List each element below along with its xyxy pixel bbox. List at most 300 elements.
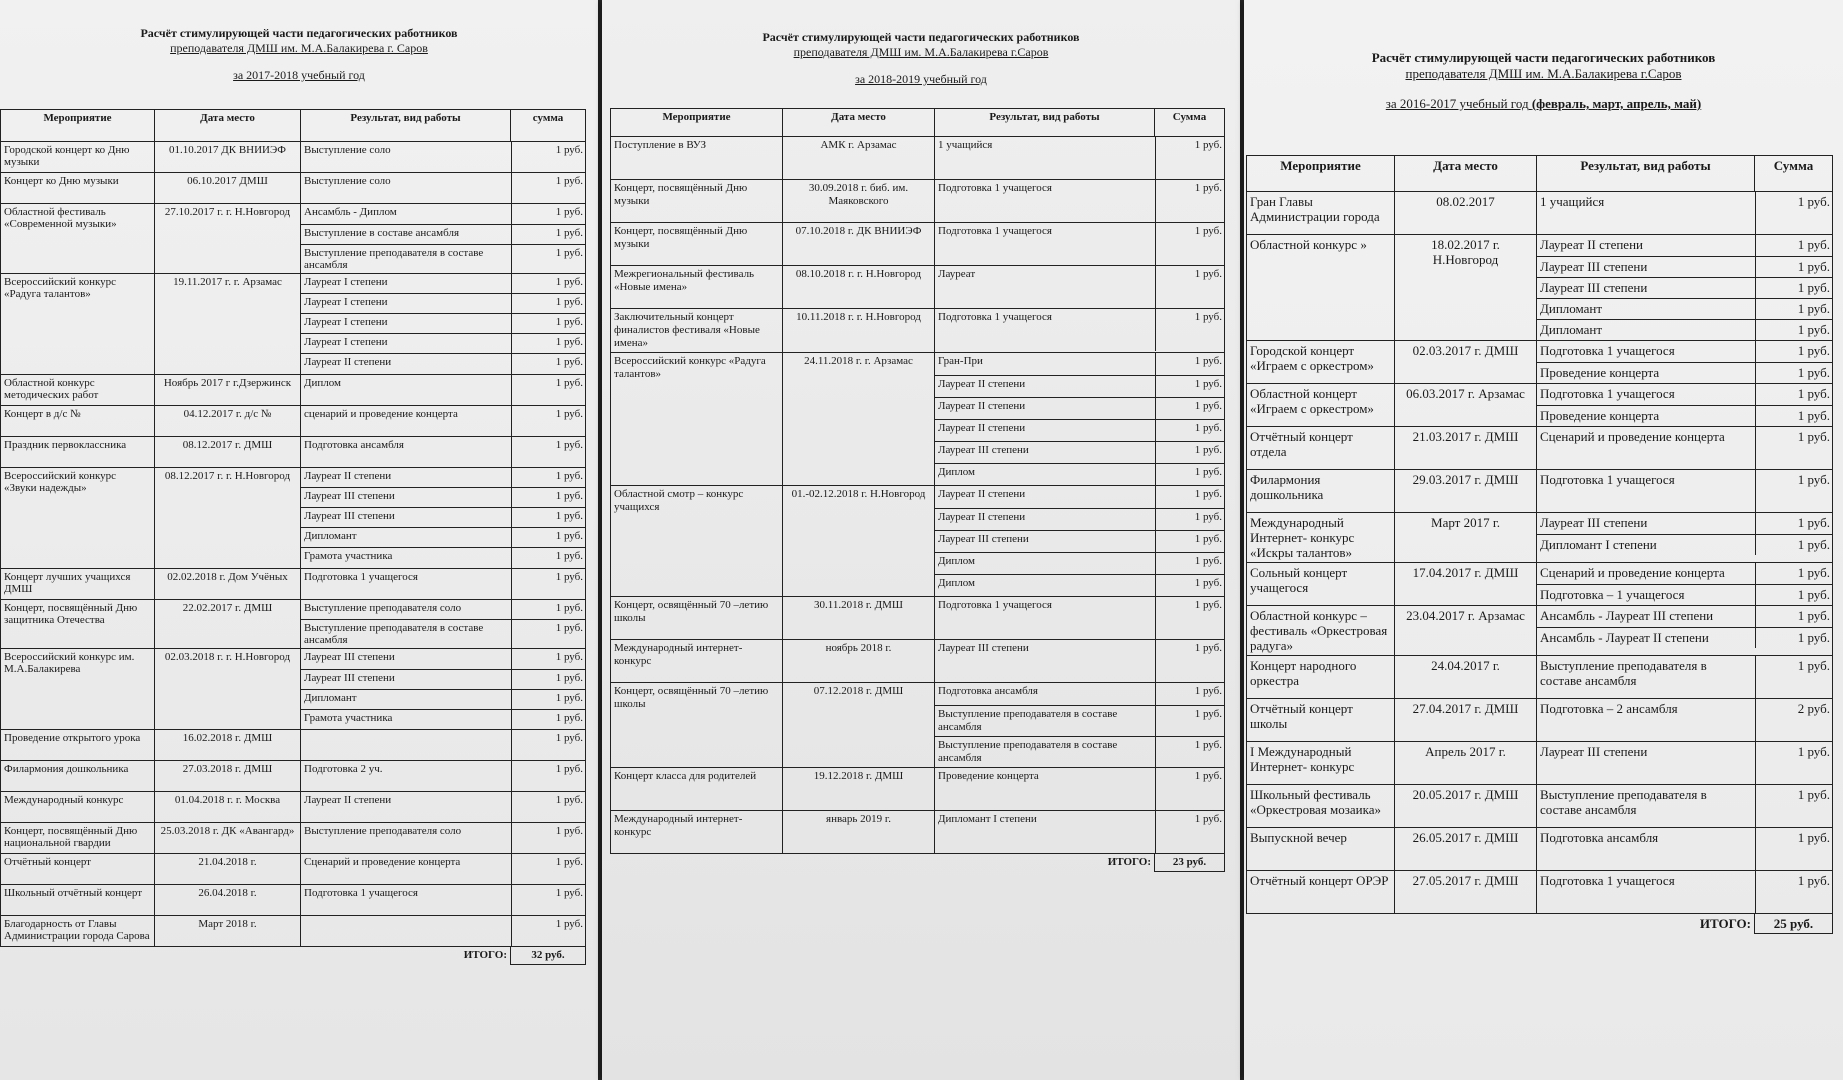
result-text: Выступление преподавателя в составе ансамбля xyxy=(1540,787,1707,817)
result-text: Подготовка ансамбля xyxy=(1540,830,1659,845)
page-title: Расчёт стимулирующей части педагогических работников xyxy=(1371,50,1716,65)
event-cell: Концерт класса для родителей xyxy=(611,767,783,810)
sum-value: 1 руб. xyxy=(1155,137,1225,179)
event-cell: Поступление в ВУЗ xyxy=(611,137,783,180)
result-text: Выступление преподавателя соло xyxy=(301,600,511,620)
result-text: Лауреат III степени xyxy=(301,508,511,528)
sum-value: 1 руб. xyxy=(511,173,586,203)
table-row xyxy=(1,273,586,374)
results-cell xyxy=(301,916,586,947)
column-header: Сумма xyxy=(1755,156,1833,192)
results-cell xyxy=(301,405,586,436)
sum-value: 1 руб. xyxy=(1755,563,1833,584)
results-cell xyxy=(301,599,586,649)
sum-value: 1 руб. xyxy=(1155,375,1225,397)
results-cell xyxy=(301,374,586,405)
sum-value: 1 руб. xyxy=(1755,341,1833,362)
sum-value: 1 руб. xyxy=(511,354,586,374)
document-page-2016-2017 xyxy=(1244,0,1843,1080)
date-cell: 16.02.2018 г. ДМШ xyxy=(155,730,301,761)
sum-value: 1 руб. xyxy=(1155,811,1225,853)
table-row xyxy=(1,142,586,173)
result-text: Подготовка – 2 ансамбля xyxy=(1540,701,1678,716)
result-text: Выступление преподавателя в составе ансамбля xyxy=(1540,658,1707,688)
event-cell: Концерт народного оркестра xyxy=(1247,656,1395,699)
result-text: Диплом xyxy=(935,552,1155,574)
result-text: Лауреат I степени xyxy=(301,314,511,334)
sum-value: 1 руб. xyxy=(1155,640,1225,682)
date-cell: 01.04.2018 г. г. Москва xyxy=(155,792,301,823)
result-text: Ансамбль - Диплом xyxy=(301,204,511,224)
results-cell xyxy=(301,761,586,792)
sum-value: 1 руб. xyxy=(1155,508,1225,530)
sum-value: 1 руб. xyxy=(1755,828,1833,870)
result-text: Подготовка 1 учащегося xyxy=(1537,341,1755,362)
results-cell xyxy=(1537,563,1833,606)
sum-value: 1 руб. xyxy=(1755,785,1833,827)
result-text: Подготовка 1 учащегося xyxy=(938,182,1052,194)
event-cell: Праздник первоклассника xyxy=(1,436,155,467)
table-row xyxy=(1247,742,1833,785)
column-header: Результат, вид работы xyxy=(301,110,511,142)
result-text: Лауреат III степени xyxy=(938,642,1029,654)
date-cell: 29.03.2017 г. ДМШ xyxy=(1395,470,1537,513)
page-subtitle: преподавателя ДМШ им. М.А.Балакирева г.Саров xyxy=(793,45,1049,59)
date-cell: 30.09.2018 г. биб. им. Маяковского xyxy=(783,180,935,223)
sum-value: 1 руб. xyxy=(511,730,586,760)
sum-value: 1 руб. xyxy=(511,709,586,729)
sum-value: 1 руб. xyxy=(1755,534,1833,555)
result-text: Дипломант I степени xyxy=(938,812,1037,825)
event-cell: Благодарность от Главы Администрации города Сарова xyxy=(1,916,155,947)
page-period: за 2018-2019 учебный год xyxy=(855,72,987,86)
table-row xyxy=(1247,427,1833,470)
table-row xyxy=(1247,384,1833,427)
sum-value: 1 руб. xyxy=(511,142,586,172)
event-cell: Сольный концерт учащегося xyxy=(1247,563,1395,606)
event-cell: Международный конкурс xyxy=(1,792,155,823)
results-cell xyxy=(935,223,1225,266)
sum-value: 1 руб. xyxy=(1155,574,1225,596)
date-cell: Март 2018 г. xyxy=(155,916,301,947)
table-row xyxy=(611,810,1225,853)
sum-value: 1 руб. xyxy=(511,437,586,467)
sum-value: 1 руб. xyxy=(1755,584,1833,605)
result-text: Подготовка 1 учащегося xyxy=(938,225,1052,237)
table-row xyxy=(1247,699,1833,742)
date-cell: 19.12.2018 г. ДМШ xyxy=(783,767,935,810)
sum-value: 1 руб. xyxy=(511,334,586,354)
sum-value: 1 руб. xyxy=(511,406,586,436)
results-cell xyxy=(935,767,1225,810)
column-header: сумма xyxy=(511,110,586,142)
date-cell: ноябрь 2018 г. xyxy=(783,640,935,683)
event-cell: Всероссийский конкурс им. М.А.Балакирева xyxy=(1,649,155,730)
page-header xyxy=(1244,0,1843,112)
results-cell xyxy=(935,810,1225,853)
event-cell: Областной конкурс » xyxy=(1247,235,1395,341)
sum-value: 1 руб. xyxy=(1755,277,1833,298)
table-row xyxy=(611,180,1225,223)
results-cell xyxy=(935,353,1225,486)
period-text: за 2016-2017 учебный год xyxy=(1385,96,1529,111)
result-text: Грамота участника xyxy=(304,711,393,724)
stimulus-table xyxy=(1246,155,1833,934)
result-text: Диплом xyxy=(304,376,342,389)
date-cell: 20.05.2017 г. ДМШ xyxy=(1395,785,1537,828)
event-cell: Городской концерт «Играем с оркестром» xyxy=(1247,341,1395,384)
sum-value: 1 руб. xyxy=(1155,223,1225,265)
result-text: Дипломант xyxy=(301,689,511,709)
table-row xyxy=(1,436,586,467)
date-cell: 08.12.2017 г. г. Н.Новгород xyxy=(155,467,301,568)
sum-value: 1 руб. xyxy=(1155,768,1225,810)
date-cell: 27.05.2017 г. ДМШ xyxy=(1395,871,1537,914)
result-text: Грамота участника xyxy=(304,550,393,562)
sum-value: 1 руб. xyxy=(1155,309,1225,351)
sum-value: 1 руб. xyxy=(511,569,586,599)
column-header: Сумма xyxy=(1155,109,1225,137)
table-row xyxy=(611,640,1225,683)
date-cell: 24.04.2017 г. xyxy=(1395,656,1537,699)
table-row xyxy=(1,730,586,761)
results-cell xyxy=(935,309,1225,353)
page-period xyxy=(1244,96,1843,112)
event-cell: Проведение открытого урока xyxy=(1,730,155,761)
sum-value: 1 руб. xyxy=(511,761,586,791)
results-cell xyxy=(301,142,586,173)
result-text: Подготовка 1 учащегося xyxy=(1540,873,1675,888)
date-cell: январь 2019 г. xyxy=(783,810,935,853)
result-text: Лауреат III степени xyxy=(1537,277,1755,298)
result-text: Дипломант xyxy=(1537,298,1755,319)
result-text: Проведение концерта xyxy=(938,769,1039,782)
table-row xyxy=(611,223,1225,266)
sum-value: 1 руб. xyxy=(1755,256,1833,277)
event-cell: Концерт, освящённый 70 –летию школы xyxy=(611,683,783,768)
result-text: Лауреат I степени xyxy=(301,334,511,354)
results-cell xyxy=(301,854,586,885)
event-cell: Отчётный концерт школы xyxy=(1247,699,1395,742)
sum-value: 1 руб. xyxy=(1755,298,1833,319)
result-text: Подготовка 1 учащегося xyxy=(1540,472,1675,487)
sum-value: 1 руб. xyxy=(511,854,586,884)
result-text: Сценарий и проведение концерта xyxy=(304,856,461,868)
column-header: Результат, вид работы xyxy=(935,109,1155,137)
sum-value: 1 руб. xyxy=(1155,736,1225,767)
table-row xyxy=(1247,656,1833,699)
table-row xyxy=(1247,871,1833,914)
event-cell: Отчётный концерт xyxy=(1,854,155,885)
date-cell: 08.02.2017 xyxy=(1395,192,1537,235)
table-row xyxy=(1,405,586,436)
event-cell: Областной конкурс методических работ xyxy=(1,374,155,405)
table-row xyxy=(1,885,586,916)
date-cell: 07.10.2018 г. ДК ВНИИЭФ xyxy=(783,223,935,266)
date-cell: 17.04.2017 г. ДМШ xyxy=(1395,563,1537,606)
event-cell: Всероссийский конкурс «Звуки надежды» xyxy=(1,467,155,568)
results-cell xyxy=(935,683,1225,768)
table-row xyxy=(1247,513,1833,563)
result-text: Проведение концерта xyxy=(1540,407,1660,423)
results-cell xyxy=(1537,470,1833,513)
date-cell: 23.04.2017 г. Арзамас xyxy=(1395,606,1537,656)
result-text: Лауреат II степени xyxy=(304,356,392,368)
event-cell: Школьный отчётный концерт xyxy=(1,885,155,916)
sum-value: 1 руб. xyxy=(1755,627,1833,648)
sum-value: 1 руб. xyxy=(1155,180,1225,222)
results-cell xyxy=(935,486,1225,597)
date-cell: 07.12.2018 г. ДМШ xyxy=(783,683,935,768)
result-text: Лауреат II степени xyxy=(935,486,1155,508)
sum-value: 1 руб. xyxy=(511,792,586,822)
sum-value: 1 руб. xyxy=(1155,419,1225,441)
results-cell xyxy=(1537,235,1833,341)
sum-value: 1 руб. xyxy=(511,823,586,853)
event-cell: Отчётный концерт ОРЭР xyxy=(1247,871,1395,914)
sum-value: 1 руб. xyxy=(511,244,586,273)
page-header xyxy=(0,0,598,83)
result-text: Выступление в составе ансамбля xyxy=(301,224,511,244)
event-cell: Концерт, посвящённый Дню национальной гвардии xyxy=(1,823,155,854)
result-text: Лауреат I степени xyxy=(301,274,511,294)
event-cell: Областной фестиваль «Современной музыки» xyxy=(1,204,155,274)
sum-value: 1 руб. xyxy=(511,528,586,548)
result-text: Лауреат III степени xyxy=(935,530,1155,552)
column-header: Дата место xyxy=(783,109,935,137)
column-header: Дата место xyxy=(1395,156,1537,192)
sum-value: 1 руб. xyxy=(511,375,586,405)
date-cell: 24.11.2018 г. г. Арзамас xyxy=(783,353,935,486)
date-cell: 27.10.2017 г. г. Н.Новгород xyxy=(155,204,301,274)
total-value: 23 руб. xyxy=(1155,853,1225,871)
sum-value: 1 руб. xyxy=(1155,441,1225,463)
event-cell: Международный интернет- конкурс xyxy=(611,640,783,683)
results-cell xyxy=(1537,384,1833,427)
total-label: ИТОГО: xyxy=(1699,916,1751,931)
event-cell: Концерт ко Дню музыки xyxy=(1,173,155,204)
sum-value: 1 руб. xyxy=(511,488,586,508)
sum-value: 1 руб. xyxy=(1755,513,1833,534)
date-cell: 22.02.2017 г. ДМШ xyxy=(155,599,301,649)
total-spacer xyxy=(1,947,301,965)
table-row xyxy=(1247,606,1833,656)
result-text xyxy=(301,730,511,760)
result-text: Выступление соло xyxy=(304,175,391,187)
sum-value: 1 руб. xyxy=(1155,530,1225,552)
sum-value: 1 руб. xyxy=(511,314,586,334)
sum-value: 1 руб. xyxy=(511,508,586,528)
table-row xyxy=(1,173,586,204)
results-cell xyxy=(301,273,586,374)
result-text: Сценарий и проведение концерта xyxy=(1537,563,1755,584)
result-text: Дипломант xyxy=(301,528,511,548)
table-row xyxy=(1247,828,1833,871)
results-cell xyxy=(1537,742,1833,785)
sum-value: 1 руб. xyxy=(1155,353,1225,375)
total-spacer xyxy=(1247,914,1537,934)
table-row xyxy=(611,137,1225,180)
date-cell: 06.10.2017 ДМШ xyxy=(155,173,301,204)
result-text: Лауреат III степени xyxy=(301,488,511,508)
result-text: Выступление преподавателя в составе ансамбля xyxy=(938,738,1118,764)
result-text: Лауреат II степени xyxy=(935,419,1155,441)
sum-value: 2 руб. xyxy=(1755,699,1833,741)
table-row xyxy=(611,683,1225,768)
date-cell: 19.11.2017 г. г. Арзамас xyxy=(155,273,301,374)
period-note: (февраль, март, апрель, май) xyxy=(1531,96,1702,111)
result-text: Выступление преподавателя в составе ансамбля xyxy=(304,246,484,271)
result-text: Лауреат II степени xyxy=(935,397,1155,419)
sum-value: 1 руб. xyxy=(1155,683,1225,705)
page-title: Расчёт стимулирующей части педагогических работников xyxy=(762,30,1080,44)
sum-value: 1 руб. xyxy=(1755,384,1833,405)
event-cell: Концерт, посвящённый Дню музыки xyxy=(611,180,783,223)
result-text: Подготовка 1 учащегося xyxy=(1537,384,1755,405)
result-text: Лауреат I степени xyxy=(301,294,511,314)
results-cell xyxy=(1537,427,1833,470)
sum-value: 1 руб. xyxy=(511,468,586,488)
table-row xyxy=(1,599,586,649)
event-cell: Всероссийский конкурс «Радуга талантов» xyxy=(611,353,783,486)
sum-value: 1 руб. xyxy=(511,916,586,946)
results-cell xyxy=(1537,656,1833,699)
results-cell xyxy=(301,204,586,274)
event-cell: Школьный фестиваль «Оркестровая мозаика» xyxy=(1247,785,1395,828)
result-text: Выступление преподавателя в составе ансамбля xyxy=(304,622,484,646)
stimulus-table xyxy=(610,108,1225,872)
results-cell xyxy=(1537,828,1833,871)
table-row xyxy=(1247,192,1833,235)
table-row xyxy=(1,467,586,568)
sum-value: 1 руб. xyxy=(1755,742,1833,784)
date-cell: 26.05.2017 г. ДМШ xyxy=(1395,828,1537,871)
date-cell: 02.03.2018 г. г. Н.Новгород xyxy=(155,649,301,730)
result-text: Подготовка – 1 учащегося xyxy=(1540,586,1685,602)
column-header: Мероприятие xyxy=(611,109,783,137)
sum-value: 1 руб. xyxy=(511,294,586,314)
date-cell: 26.04.2018 г. xyxy=(155,885,301,916)
table-row xyxy=(1,792,586,823)
event-cell: Областной конкурс – фестиваль «Оркестровая радуга» xyxy=(1247,606,1395,656)
event-cell: Концерт, посвящённый Дню защитника Отечества xyxy=(1,599,155,649)
event-cell: Областной концерт «Играем с оркестром» xyxy=(1247,384,1395,427)
event-cell: Заключительный концерт финалистов фестиваля «Новые имена» xyxy=(611,309,783,353)
results-cell xyxy=(301,173,586,204)
sum-value: 1 руб. xyxy=(1155,486,1225,508)
result-text: Сценарий и проведение концерта xyxy=(1540,429,1725,444)
result-text: Подготовка 1 учащегося xyxy=(304,570,418,583)
column-header: Мероприятие xyxy=(1247,156,1395,192)
date-cell: 27.03.2018 г. ДМШ xyxy=(155,761,301,792)
sum-value: 1 руб. xyxy=(1755,192,1833,234)
result-text: Лауреат II степени xyxy=(935,375,1155,397)
results-cell xyxy=(935,266,1225,309)
result-text xyxy=(301,916,511,946)
event-cell: Международный интернет- конкурс xyxy=(611,810,783,853)
event-cell: Концерт, освящённый 70 –летию школы xyxy=(611,597,783,640)
sum-value: 1 руб. xyxy=(1755,362,1833,383)
table-row xyxy=(1,204,586,274)
event-cell: Филармония дошкольника xyxy=(1,761,155,792)
sum-value: 1 руб. xyxy=(511,669,586,689)
sum-value: 1 руб. xyxy=(1755,470,1833,512)
results-cell xyxy=(935,137,1225,180)
results-cell xyxy=(1537,785,1833,828)
table-row xyxy=(1,761,586,792)
date-cell: 04.12.2017 г. д/с № xyxy=(155,405,301,436)
result-text: Гран-При xyxy=(935,353,1155,375)
event-cell: Областной смотр – конкурс учащихся xyxy=(611,486,783,597)
results-cell xyxy=(1537,699,1833,742)
sum-value: 1 руб. xyxy=(511,689,586,709)
total-label: ИТОГО: xyxy=(463,949,507,961)
table-row xyxy=(611,597,1225,640)
event-cell: Филармония дошкольника xyxy=(1247,470,1395,513)
result-text: Лауреат III степени xyxy=(1537,256,1755,277)
document-page-2017-2018 xyxy=(0,0,598,1080)
date-cell: 30.11.2018 г. ДМШ xyxy=(783,597,935,640)
sum-value: 1 руб. xyxy=(511,600,586,620)
date-cell: 08.10.2018 г. г. Н.Новгород xyxy=(783,266,935,309)
date-cell: 01.-02.12.2018 г. Н.Новгород xyxy=(783,486,935,597)
results-cell xyxy=(1537,513,1833,563)
result-text: Диплом xyxy=(938,576,976,589)
results-cell xyxy=(1537,606,1833,656)
results-cell xyxy=(1537,341,1833,384)
sum-value: 1 руб. xyxy=(511,885,586,915)
table-row xyxy=(1,374,586,405)
table-row xyxy=(1247,235,1833,341)
table-row xyxy=(611,266,1225,309)
event-cell: Всероссийский конкурс «Радуга талантов» xyxy=(1,273,155,374)
result-text: Ансамбль - Лауреат II степени xyxy=(1540,629,1709,645)
result-text: Подготовка ансамбля xyxy=(935,683,1155,705)
sum-value: 1 руб. xyxy=(1155,463,1225,485)
date-cell: 21.03.2017 г. ДМШ xyxy=(1395,427,1537,470)
sum-value: 1 руб. xyxy=(1755,606,1833,627)
stimulus-table xyxy=(0,109,586,965)
result-text: Лауреат II степени xyxy=(935,508,1155,530)
result-text: Лауреат II степени xyxy=(1537,235,1755,256)
page-subtitle: преподавателя ДМШ им. М.А.Балакирева г.Саров xyxy=(1405,66,1682,81)
event-cell: Отчётный концерт отдела xyxy=(1247,427,1395,470)
date-cell: 08.12.2017 г. ДМШ xyxy=(155,436,301,467)
sum-value: 1 руб. xyxy=(511,274,586,294)
results-cell xyxy=(1537,871,1833,914)
results-cell xyxy=(935,597,1225,640)
sum-value: 1 руб. xyxy=(511,548,586,568)
result-text: Подготовка 1 учащегося xyxy=(938,599,1052,611)
sum-value: 1 руб. xyxy=(511,620,586,649)
total-spacer xyxy=(611,853,935,871)
result-text: Подготовка 1 учащегося xyxy=(304,887,418,899)
result-text: сценарий и проведение концерта xyxy=(304,407,458,420)
event-cell: Городской концерт ко Дню музыки xyxy=(1,142,155,173)
total-label: ИТОГО: xyxy=(1107,855,1151,868)
result-text: Выступление преподавателя соло xyxy=(304,825,462,837)
table-row xyxy=(611,486,1225,597)
result-text: Лауреат II степени xyxy=(301,468,511,488)
sum-value: 1 руб. xyxy=(1755,656,1833,698)
result-text: Лауреат II степени xyxy=(304,794,392,806)
event-cell: Гран Главы Администрации города xyxy=(1247,192,1395,235)
page-title: Расчёт стимулирующей части педагогических работников xyxy=(140,26,458,40)
sum-value: 1 руб. xyxy=(1155,705,1225,736)
result-text: Подготовка ансамбля xyxy=(304,438,404,451)
results-cell xyxy=(301,823,586,854)
result-text: 1 учащийся xyxy=(938,139,993,151)
